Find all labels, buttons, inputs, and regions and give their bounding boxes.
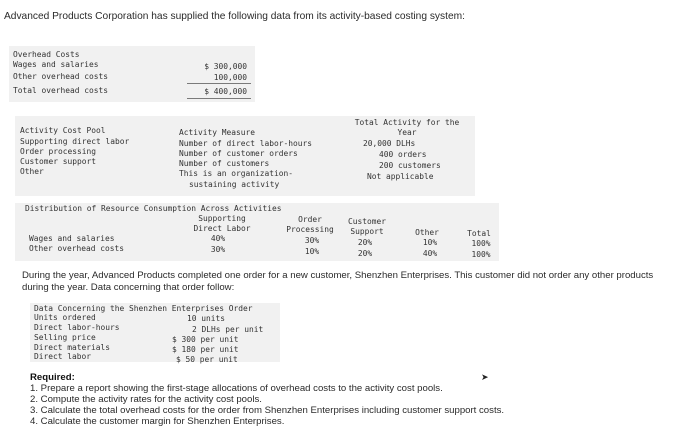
pool-name: Supporting direct labor bbox=[20, 137, 130, 146]
overhead-row-value: $ 300,000 bbox=[204, 62, 247, 71]
required-heading: Required: bbox=[30, 372, 75, 383]
distribution-cell: 20% bbox=[357, 238, 373, 247]
order-data-value: 2 DLHs per unit bbox=[192, 325, 264, 334]
distribution-title: Distribution of Resource Consumption Across Activities bbox=[25, 204, 282, 213]
cursor-arrow-icon: ➤ bbox=[481, 373, 489, 383]
overhead-heading: Overhead Costs bbox=[13, 50, 80, 59]
measure-header: Activity Measure bbox=[179, 128, 256, 137]
pool-measure: Number of customer orders bbox=[179, 149, 298, 158]
col-header-customer: Customer bbox=[347, 217, 386, 226]
distribution-cell: 100% bbox=[471, 250, 491, 259]
pool-activity: 400 orders bbox=[379, 150, 427, 159]
overhead-row-label: Wages and salaries bbox=[13, 60, 99, 69]
col-header-supporting: Direct Labor bbox=[193, 224, 251, 233]
col-header-supporting: Supporting bbox=[198, 214, 246, 223]
col-header-total: Total bbox=[467, 229, 491, 238]
col-header-order: Processing bbox=[286, 225, 334, 234]
order-data-value: $ 300 per unit bbox=[172, 335, 239, 344]
pool-measure: Number of customers bbox=[179, 159, 270, 168]
order-data-value: $ 180 per unit bbox=[172, 345, 239, 354]
distribution-cell: 30% bbox=[304, 236, 320, 245]
pool-measure: Number of direct labor-hours bbox=[179, 139, 313, 148]
pool-activity: Not applicable bbox=[367, 172, 434, 181]
distribution-row-label: Wages and salaries bbox=[29, 234, 115, 243]
pool-activity: 200 customers bbox=[379, 161, 441, 170]
total-rule bbox=[187, 98, 251, 99]
required-item: 3. Calculate the total overhead costs for the order from Shenzhen Enterprises including customer support costs. bbox=[30, 405, 505, 416]
order-data-label: Selling price bbox=[34, 333, 96, 342]
distribution-row-label: Other overhead costs bbox=[29, 244, 125, 253]
pool-name: Other bbox=[20, 167, 44, 176]
pool-header: Activity Cost Pool bbox=[20, 126, 106, 135]
distribution-cell: 30% bbox=[210, 245, 226, 254]
distribution-cell: 10% bbox=[304, 247, 320, 256]
activity-pools-table bbox=[15, 116, 475, 196]
activity-header-line1: Total Activity for the bbox=[354, 118, 460, 127]
overhead-row-label: Total overhead costs bbox=[13, 86, 109, 95]
distribution-cell: 40% bbox=[210, 234, 226, 243]
overhead-row-value: 100,000 bbox=[213, 73, 247, 82]
distribution-cell: 40% bbox=[422, 249, 438, 258]
order-data-value: $ 50 per unit bbox=[176, 355, 238, 364]
pool-measure: sustaining activity bbox=[189, 180, 280, 189]
activity-header-line2: Year bbox=[397, 128, 417, 137]
order-data-value: 10 units bbox=[187, 314, 226, 323]
required-item: 2. Compute the activity rates for the activity cost pools. bbox=[30, 394, 262, 405]
pool-name: Order processing bbox=[20, 147, 97, 156]
overhead-costs-table bbox=[9, 46, 255, 102]
required-item: 1. Prepare a report showing the first-stage allocations of overhead costs to the activity cost pools. bbox=[30, 383, 443, 394]
overhead-row-value: $ 400,000 bbox=[204, 87, 247, 96]
pool-activity: 20,000 DLHs bbox=[363, 139, 416, 148]
distribution-cell: 10% bbox=[422, 238, 438, 247]
order-data-label: Units ordered bbox=[34, 313, 96, 322]
order-data-table bbox=[30, 303, 280, 362]
col-header-order: Order bbox=[298, 215, 322, 224]
order-data-label: Direct labor bbox=[34, 352, 92, 361]
order-data-label: Direct labor-hours bbox=[34, 323, 120, 332]
order-data-title: Data Concerning the Shenzhen Enterprises Order bbox=[34, 304, 253, 313]
distribution-table bbox=[15, 203, 499, 261]
order-data-label: Direct materials bbox=[34, 343, 111, 352]
distribution-cell: 20% bbox=[357, 249, 373, 258]
overhead-row-label: Other overhead costs bbox=[13, 72, 109, 81]
intro-text: Advanced Products Corporation has supplied the following data from its activity-based costing system: bbox=[4, 11, 465, 22]
pool-name: Customer support bbox=[20, 157, 97, 166]
col-header-customer: Support bbox=[350, 227, 384, 236]
order-description-text: During the year, Advanced Products completed one order for a new customer, Shenzhen Enterprises. This customer did not order any other products during the year. Data concerning that order follow: bbox=[22, 270, 654, 293]
pool-measure: This is an organization- bbox=[179, 169, 294, 178]
distribution-cell: 100% bbox=[471, 239, 491, 248]
subtotal-rule bbox=[187, 83, 251, 84]
required-item: 4. Calculate the customer margin for Shenzhen Enterprises. bbox=[30, 416, 285, 427]
col-header-other: Other bbox=[415, 228, 439, 237]
